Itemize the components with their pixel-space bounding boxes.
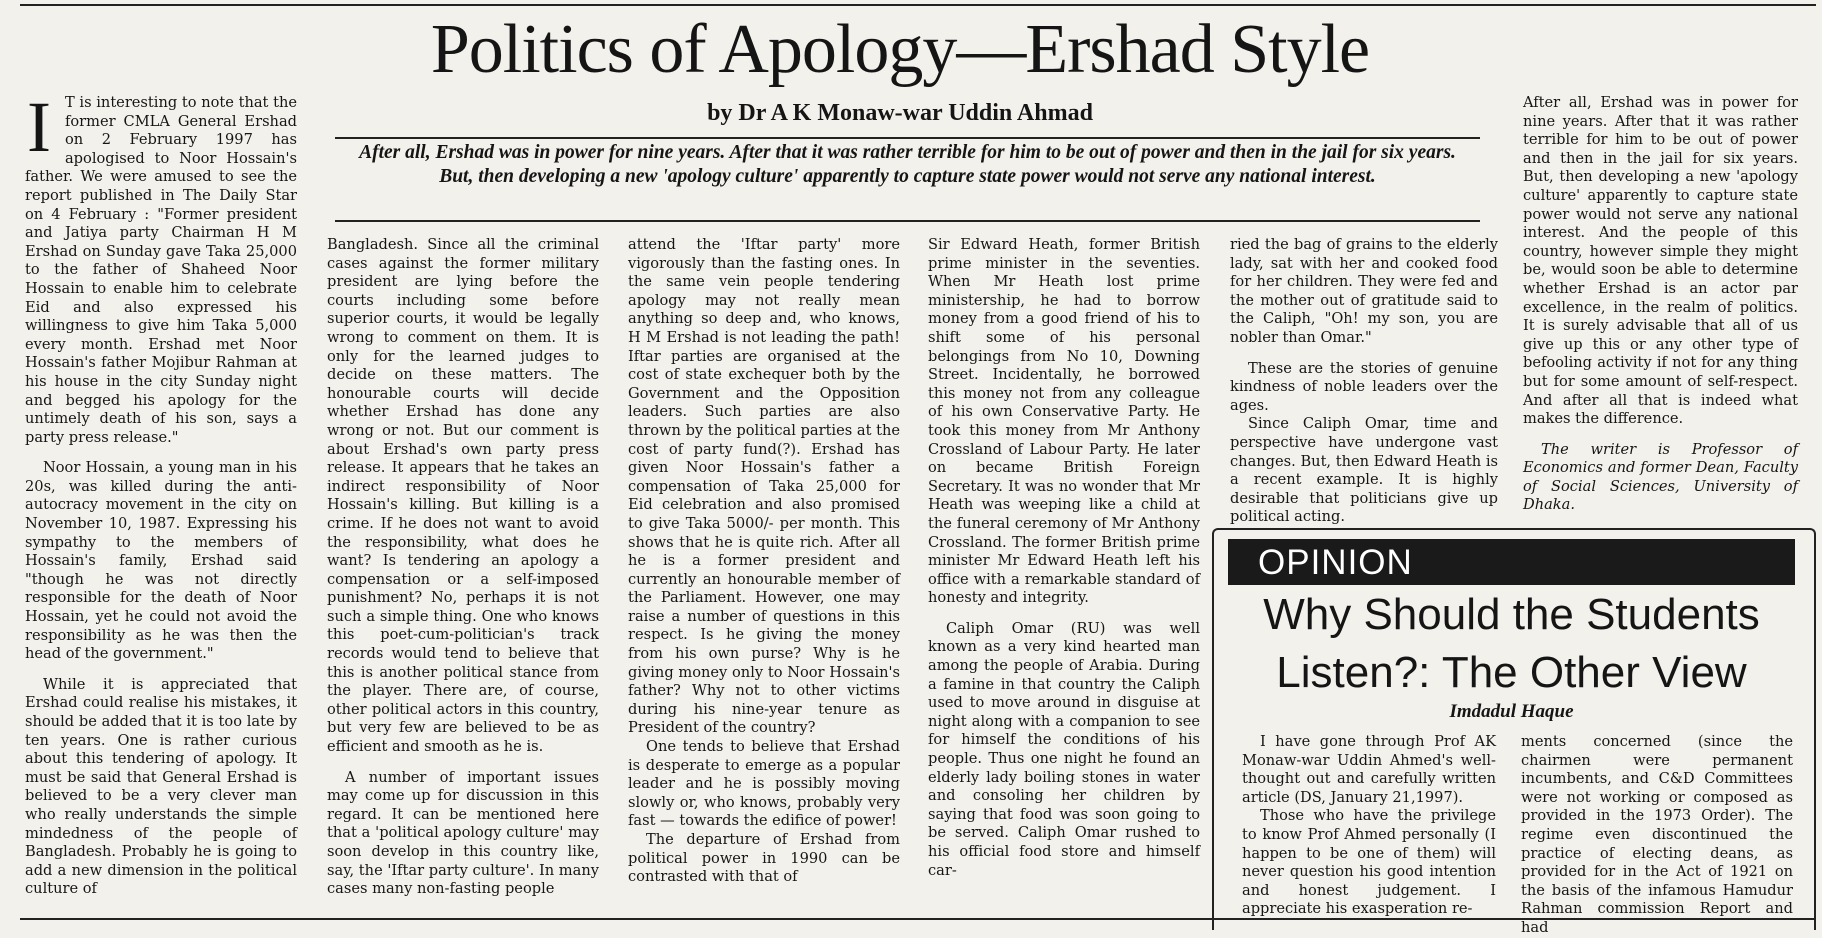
article-paragraph: These are the stories of genuine kindness of noble leaders over the ages. [1230, 359, 1498, 414]
deck-rule-top [335, 137, 1480, 139]
opinion-label: OPINION [1258, 543, 1413, 582]
article-column-5 [1230, 236, 1498, 526]
article-paragraph: ried the bag of grains to the elderly lady, sat with her and cooked food for her children. They were fed and the mother out of gratitude said to the Caliph, "Oh! my son, you are nobler than Omar." [1230, 236, 1498, 346]
article-paragraph: Caliph Omar (RU) was well known as a very kind hearted man among the people of Arabia. During a famine in that country the Caliph used to move around in disguise at night along with a companion to see for himself the conditions of his people. Thus one night he found an elderly lady boiling stones in water and consoling her children by saying that food was soon going to be served. Caliph Omar rushed to his official food store and himself car- [928, 619, 1200, 879]
article-paragraph [25, 87, 297, 447]
opinion-paragraph: Those who have the privilege to know Prof Ahmed personally (I happen to be one of them) will never question his good intention and honest judgement. I appreciate his exasperation re- [1242, 807, 1496, 918]
opinion-author: Imdadul Haque [1449, 701, 1574, 722]
paragraph-text: T is interesting to note that the former CMLA General Ershad on 2 February 1997 has apologised to Noor Hossain's father. We were amused to see the report published in The Daily Star on 4 February : "Former president and Jatiya party Chairman H M Ershad on Sunday gave Taka 25,000 to the father of Shaheed Noor Hossain to enable him to celebrate Eid and also expressed his willingness to give him Taka 5,000 every month. Ershad met Noor Hossain's father Mojibur Rahman at his house in the city Sunday night and begged his apology for the untimely death of his son, says a party press release." [25, 94, 297, 446]
article-column-6 [1523, 94, 1798, 524]
article-paragraph: Bangladesh. Since all the criminal cases against the former military president are lying before the courts including some before superior courts, it would be legally wrong to comment on them. It is only for the learned judges to decide on these matters. The honourable courts will decide whether Ershad has done any wrong or not. But our comment is about Ershad's own party press release. It appears that he takes an indirect responsibility of Noor Hossain's killing. But killing is a crime. If he does not want to avoid the responsibility, what does he want? Is tendering an apology a compensation or a self-imposed punishment? No, perhaps it is not such a simple thing. One who knows this poet-cum-politician's track records would tend to believe that this is another political stance from the player. There are, of course, other political actors in this country, but very few are believed to be as efficient and smooth as he is. [327, 236, 599, 756]
article-column-2 [327, 236, 599, 906]
article-column-4 [928, 236, 1200, 906]
article-column-3 [628, 236, 900, 906]
opinion-column-1 [1242, 733, 1496, 918]
bottom-rule [20, 918, 1816, 920]
article-byline: by Dr A K Monaw-war Uddin Ahmad [707, 100, 1093, 126]
deck-rule-bottom [335, 220, 1480, 222]
article-deck: After all, Ershad was in power for nine years. After that it was rather terrible for him to be out of power and then in the jail for six years. But, then developing a new 'apology culture' apparently to capture state power would not serve any national interest. [359, 142, 1456, 187]
article-paragraph: The departure of Ershad from political power in 1990 can be contrasted with that of [628, 831, 900, 886]
article-paragraph: Sir Edward Heath, former British prime minister in the seventies. When Mr Heath lost prime ministership, he had to borrow money from a good friend of his to shift some of his personal belongings from No 10, Downing Street. Incidentally, he borrowed this money not from any colleague of his own Conservative Party. He took this money from Mr Anthony Crossland of Labour Party. He later on became British Foreign Secretary. It was no wonder that Mr Heath was weeping like a child at the funeral ceremony of Mr Anthony Crossland. The former British prime minister Mr Edward Heath left his office with a remarkable standard of honesty and integrity. [928, 236, 1200, 607]
article-paragraph: A number of important issues may come up for discussion in this regard. It can be mentioned here that a 'political apology culture' may soon develop in this country like, say, the 'Iftar party culture'. In many cases many non-fasting people [327, 768, 599, 898]
opinion-headline: Why Should the Students Listen?: The Other View [1263, 590, 1760, 697]
author-credit: The writer is Professor of Economics and former Dean, Faculty of Social Sciences, University of Dhaka. [1523, 440, 1798, 514]
article-paragraph: attend the 'Iftar party' more vigorously than the fasting ones. In the same vein people tendering apology may not really mean anything so deep and, who knows, H M Ershad is not leading the path! Iftar parties are organised at the cost of state exchequer both by the Government and the Opposition leaders. Such parties are also thrown by the political parties at the cost of party fund(?). Ershad has given Noor Hossain's father a compensation of Taka 25,000 for Eid celebration and also promised to give Taka 5000/- per month. This shows that he is quite rich. After all he is a former president and currently an honourable member of the Parliament. However, one may raise a number of questions in this respect. Is he giving the money from his own purse? Why is he giving money only to Noor Hossain's father? Why not to other victims during his nine-year tenure as President of the country? [628, 236, 900, 737]
article-paragraph: Since Caliph Omar, time and perspective have undergone vast changes. But, then Edward Heath is a recent example. It is highly desirable that politicians give up political acting. [1230, 415, 1498, 526]
top-rule [20, 4, 1816, 6]
article-column-1 [25, 87, 297, 904]
opinion-column-2 [1521, 733, 1793, 936]
drop-cap: I [27, 87, 51, 167]
article-headline: Politics of Apology—Ershad Style [430, 11, 1370, 88]
opinion-paragraph: ments concerned (since the chairmen were permanent incumbents, and C&D Committees were not working or composed as provided in the 1973 Order). The regime even discontinued the practice of electing deans, as provided for in the Act of 1921 on the basis of the infamous Hamudur Rahman commission Report and had [1521, 733, 1793, 936]
article-paragraph: One tends to believe that Ershad is desperate to emerge as a popular leader and he is possibly moving slowly or, who knows, probably very fast — towards the edifice of power! [628, 738, 900, 830]
article-paragraph: While it is appreciated that Ershad could realise his mistakes, it should be added that it is too late by ten years. One is rather curious about this tendering of apology. It must be said that General Ershad is believed to be a very clever man who really understands the simple mindedness of the people of Bangladesh. Probably he is going to add a new dimension in the political culture of [25, 675, 297, 898]
article-paragraph: After all, Ershad was in power for nine years. After that it was rather terrible for him to be out of power and then in the jail for six years. But, then developing a new 'apology culture' apparently to capture state power would not serve any national interest. And the people of this country, however simple they might be, would soon be able to determine whether Ershad is an actor par excellence, in the realm of politics. It is surely advisable that all of us give up this or any other type of befooling activity if not for any thing but for some amount of self-respect. And after all that is indeed what makes the difference. [1523, 94, 1798, 428]
article-paragraph: Noor Hossain, a young man in his 20s, was killed during the anti-autocracy movement in the city on November 10, 1987. Expressing his sympathy to the members of Hossain's family, Ershad said "though he was not directly responsible for the death of Noor Hossain, yet he could not avoid the responsibility as he was then the head of the government." [25, 459, 297, 663]
opinion-paragraph: I have gone through Prof AK Monaw-war Uddin Ahmed's well-thought out and carefully written article (DS, January 21,1997). [1242, 733, 1496, 806]
